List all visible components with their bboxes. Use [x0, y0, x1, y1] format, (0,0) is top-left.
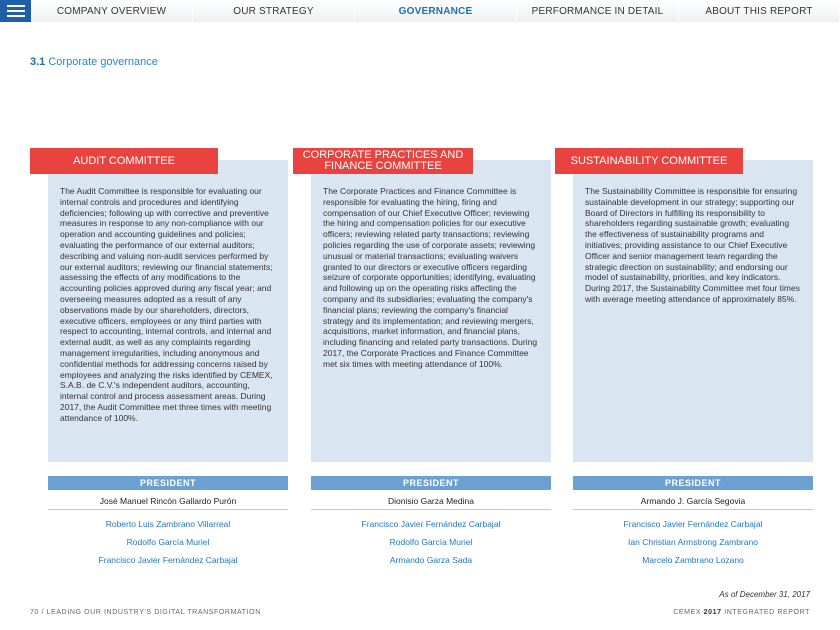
tab-company-overview[interactable]: COMPANY OVERVIEW: [31, 0, 193, 22]
president-name: Dionisio Garza Medina: [311, 492, 551, 510]
hamburger-menu-icon[interactable]: [0, 0, 31, 22]
committee-description: The Corporate Practices and Finance Committee is responsible for evaluating the hiring, firing and compensation of our Chief Executive Officer; reviewing the hiring and compensation policies for our executive officers; reviewing related party transactions; reviewing policies regarding the use of corporate assets; reviewing unusual or material transactions; evaluating waivers granted to our directors or executive officers regarding seizure of corporate opportunities; identifying, evaluating and following up on the operating risks affecting the company and its subsidiaries; evaluating the company's financial plans; reviewing the company's financial strategy and its implementation; and reviewing mergers, acquisitions, market information, and financial plans, including financing and related party transactions. During 2017, the Corporate Practices and Finance Committee met six times with meeting attendance of 100%.: [323, 186, 538, 369]
committee-description: The Sustainability Committee is responsible for ensuring sustainable development in our strategy; supporting our Board of Directors in fulfilling its responsibility to shareholders regarding sustainable growth; evaluating the effectiveness of sustainability programs and initiatives; providing assistance to our Chief Executive Officer and senior management team regarding the strategic direction on sustainability; and endorsing our model of sustainability, priorities, and key indicators. During 2017, the Sustainability Committee met four times with average meeting attendance of approximately 85%.: [585, 186, 800, 304]
footer-brand: CEMEX: [673, 609, 702, 616]
member-name[interactable]: Francisco Javier Fernández Carbajal: [623, 519, 763, 529]
committee-card: [302, 149, 551, 462]
footer-year: 2017: [703, 609, 722, 616]
top-nav: [0, 0, 840, 22]
president-label: PRESIDENT: [311, 476, 551, 490]
member-name[interactable]: Rodolfo García Muriel: [126, 537, 210, 547]
committee-card: [48, 154, 288, 462]
member-list: [311, 515, 551, 569]
committee-description: The Audit Committee is responsible for evaluating our internal controls and procedures and identifying deficiencies; following up with corrective and preventive measures in response to any non-compliance with our operation and accounting guidelines and policies; evaluating the performance of our external auditors; describing and valuing non-audit services performed by our external auditors; reviewing our financial statements; assessing the effects of any modifications to the accounting policies approved during any fiscal year; and overseeing measures adopted as a result of any observations made by our shareholders, directors, executive officers, employees or any third parties with respect to accounting, internal controls, and internal and external audit, as well as any complaints regarding management irregularities, including anonymous and confidential methods for addressing concerns raised by employees and analyzing the risks identified by CEMEX, S.A.B. de C.V.'s independent auditors, accounting, internal control and process assessment areas. During 2017, the Audit Committee met three times with meeting attendance of 100%.: [60, 186, 273, 423]
member-list: [573, 515, 813, 569]
committee-title: SUSTAINABILITY COMMITTEE: [555, 148, 743, 174]
president-label: PRESIDENT: [573, 476, 813, 490]
section-number: 3.1: [30, 56, 46, 68]
page-number: 70: [30, 609, 39, 616]
member-name[interactable]: Rodolfo García Muriel: [389, 537, 473, 547]
section-title: [30, 56, 158, 68]
member-list: [48, 515, 288, 569]
member-name[interactable]: Armando Garza Sada: [389, 555, 473, 565]
member-name[interactable]: Francisco Javier Fernández Carbajal: [98, 555, 238, 565]
tab-our-strategy[interactable]: OUR STRATEGY: [193, 0, 355, 22]
footer-report-name: INTEGRATED REPORT: [724, 609, 810, 616]
president-name: Armando J. García Segovia: [573, 492, 813, 510]
committee-card: [570, 154, 813, 462]
president-label: PRESIDENT: [48, 476, 288, 490]
committee-title: CORPORATE PRACTICES AND FINANCE COMMITTEE: [293, 148, 473, 174]
tab-about-this-report[interactable]: ABOUT THIS REPORT: [679, 0, 840, 22]
as-of-date: As of December 31, 2017: [719, 590, 810, 599]
president-name: José Manuel Rincón Gallardo Purón: [48, 492, 288, 510]
footer-tagline: LEADING OUR INDUSTRY'S DIGITAL TRANSFORMATION: [46, 609, 261, 616]
footer-right: [673, 609, 810, 616]
committee-title: AUDIT COMMITTEE: [30, 148, 218, 174]
member-name[interactable]: Marcelo Zambrano Lozano: [642, 555, 744, 565]
footer-left: [30, 609, 261, 616]
member-name[interactable]: Francisco Javier Fernández Carbajal: [361, 519, 501, 529]
tab-performance-in-detail[interactable]: PERFORMANCE IN DETAIL: [517, 0, 679, 22]
member-name[interactable]: Ian Christian Armstrong Zambrano: [628, 537, 758, 547]
member-name[interactable]: Roberto Luis Zambrano Villarreal: [105, 519, 231, 529]
footer-separator: /: [41, 609, 45, 616]
tab-governance[interactable]: GOVERNANCE: [355, 0, 517, 22]
section-heading: Corporate governance: [48, 56, 158, 68]
